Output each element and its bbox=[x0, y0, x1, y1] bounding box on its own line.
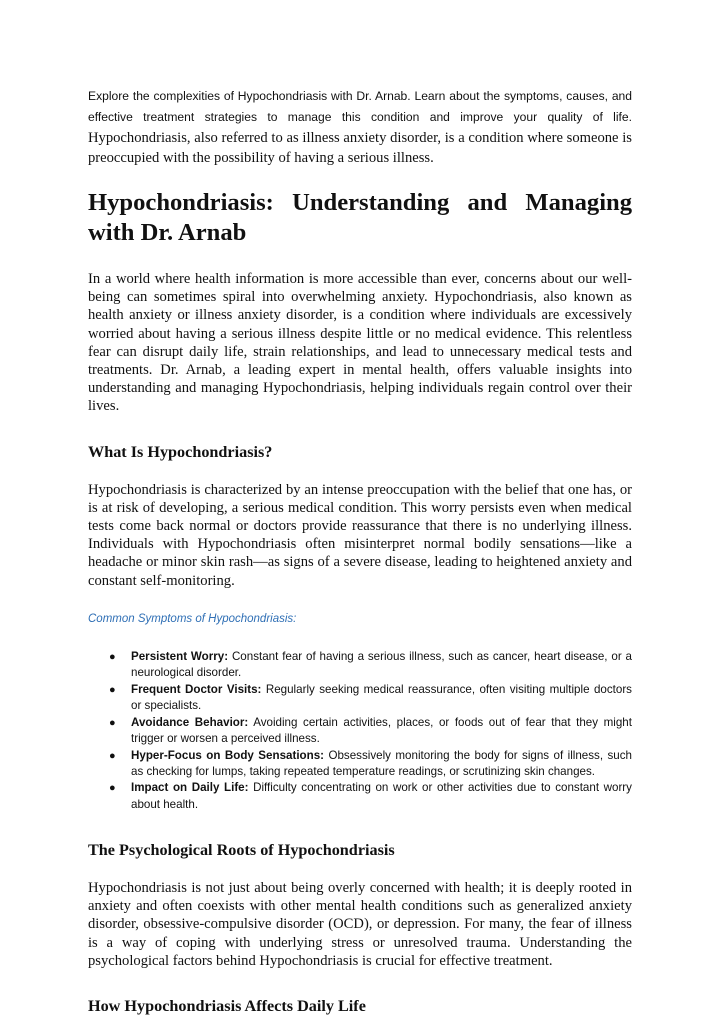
symptom-term: Persistent Worry: bbox=[131, 649, 229, 663]
what-is-paragraph: Hypochondriasis is characterized by an intense preoccupation with the belief that one has, or is at risk of developing, a serious medical condition. This worry persists even when medical tests come back normal or doctors provide reassurance that there is no underlying illness. Individuals with Hypochondriasis often misinterpret normal bodily sensations—like a headache or minor skin rash—as signs of a severe disease, leading to heightened anxiety and constant self-monitoring. bbox=[88, 481, 632, 589]
symptom-text: Obsessively monitoring the body for signs of illness, such as checking for lumps, taking repeated temperature readings, or scrutinizing skin changes. bbox=[131, 748, 632, 778]
symptom-term: Impact on Daily Life: bbox=[131, 781, 249, 795]
roots-paragraph: Hypochondriasis is not just about being overly concerned with health; it is deeply rooted in anxiety and often coexists with other mental health conditions such as generalized anxiety disorder, obsessive-compulsive disorder (OCD), or depression. For many, the fear of illness is a way of coping with underlying stress or unresolved trauma. Understanding the psychological factors behind Hypochondriasis is crucial for effective treatment. bbox=[88, 880, 632, 969]
list-item bbox=[109, 780, 632, 813]
symptom-text: Difficulty concentrating on work or other activities due to constant worry about health. bbox=[131, 781, 632, 811]
list-item bbox=[109, 682, 632, 715]
intro-summary: Explore the complexities of Hypochondriasis with Dr. Arnab. Learn about the symptoms, causes, and effective treatment strategies to manage this condition and improve your quality of life. bbox=[88, 89, 632, 124]
bullet-icon: ● bbox=[109, 749, 116, 762]
symptom-term: Avoidance Behavior: bbox=[131, 715, 249, 729]
intro-paragraph: In a world where health information is more accessible than ever, concerns about our well-being can sometimes spiral into overwhelming anxiety. Hypochondriasis, also known as health anxiety or illness anxiety disorder, is a condition where individuals are excessively worried about having a serious illness despite little or no medical evidence. This relentless fear can disrupt daily life, strain relationships, and lead to unnecessary medical tests and treatments. Dr. Arnab, a leading expert in mental health, offers valuable insights into understanding and managing Hypochondriasis, helping individuals regain control over their lives. bbox=[88, 271, 632, 415]
symptoms-list bbox=[88, 649, 632, 813]
symptom-text: Constant fear of having a serious illness, such as cancer, heart disease, or a neurological disorder. bbox=[131, 649, 632, 680]
symptom-text: Avoiding certain activities, places, or foods out of fear that they might trigger or worsen a perceived illness. bbox=[131, 715, 632, 745]
list-item bbox=[109, 715, 632, 748]
intro-definition: Hypochondriasis, also referred to as illness anxiety disorder, is a condition where someone is preoccupied with the possibility of having a serious illness. bbox=[88, 130, 632, 166]
list-item bbox=[109, 748, 632, 781]
heading-what-is: What Is Hypochondriasis? bbox=[88, 442, 273, 461]
symptom-term: Hyper-Focus on Body Sensations: bbox=[131, 748, 325, 762]
bullet-icon: ● bbox=[109, 650, 116, 663]
bullet-icon: ● bbox=[109, 716, 116, 729]
symptoms-heading: Common Symptoms of Hypochondriasis: bbox=[88, 612, 297, 625]
heading-psychological-roots: The Psychological Roots of Hypochondriasis bbox=[88, 841, 395, 859]
bullet-icon: ● bbox=[109, 683, 116, 696]
bullet-icon: ● bbox=[109, 782, 116, 795]
heading-daily-life: How Hypochondriasis Affects Daily Life bbox=[88, 997, 366, 1016]
symptom-text: Regularly seeking medical reassurance, often visiting multiple doctors or specialists. bbox=[131, 682, 632, 713]
list-item bbox=[109, 649, 632, 682]
page-title: Hypochondriasis: Understanding and Managing with Dr. Arnab bbox=[88, 189, 632, 246]
symptom-term: Frequent Doctor Visits: bbox=[131, 682, 262, 696]
